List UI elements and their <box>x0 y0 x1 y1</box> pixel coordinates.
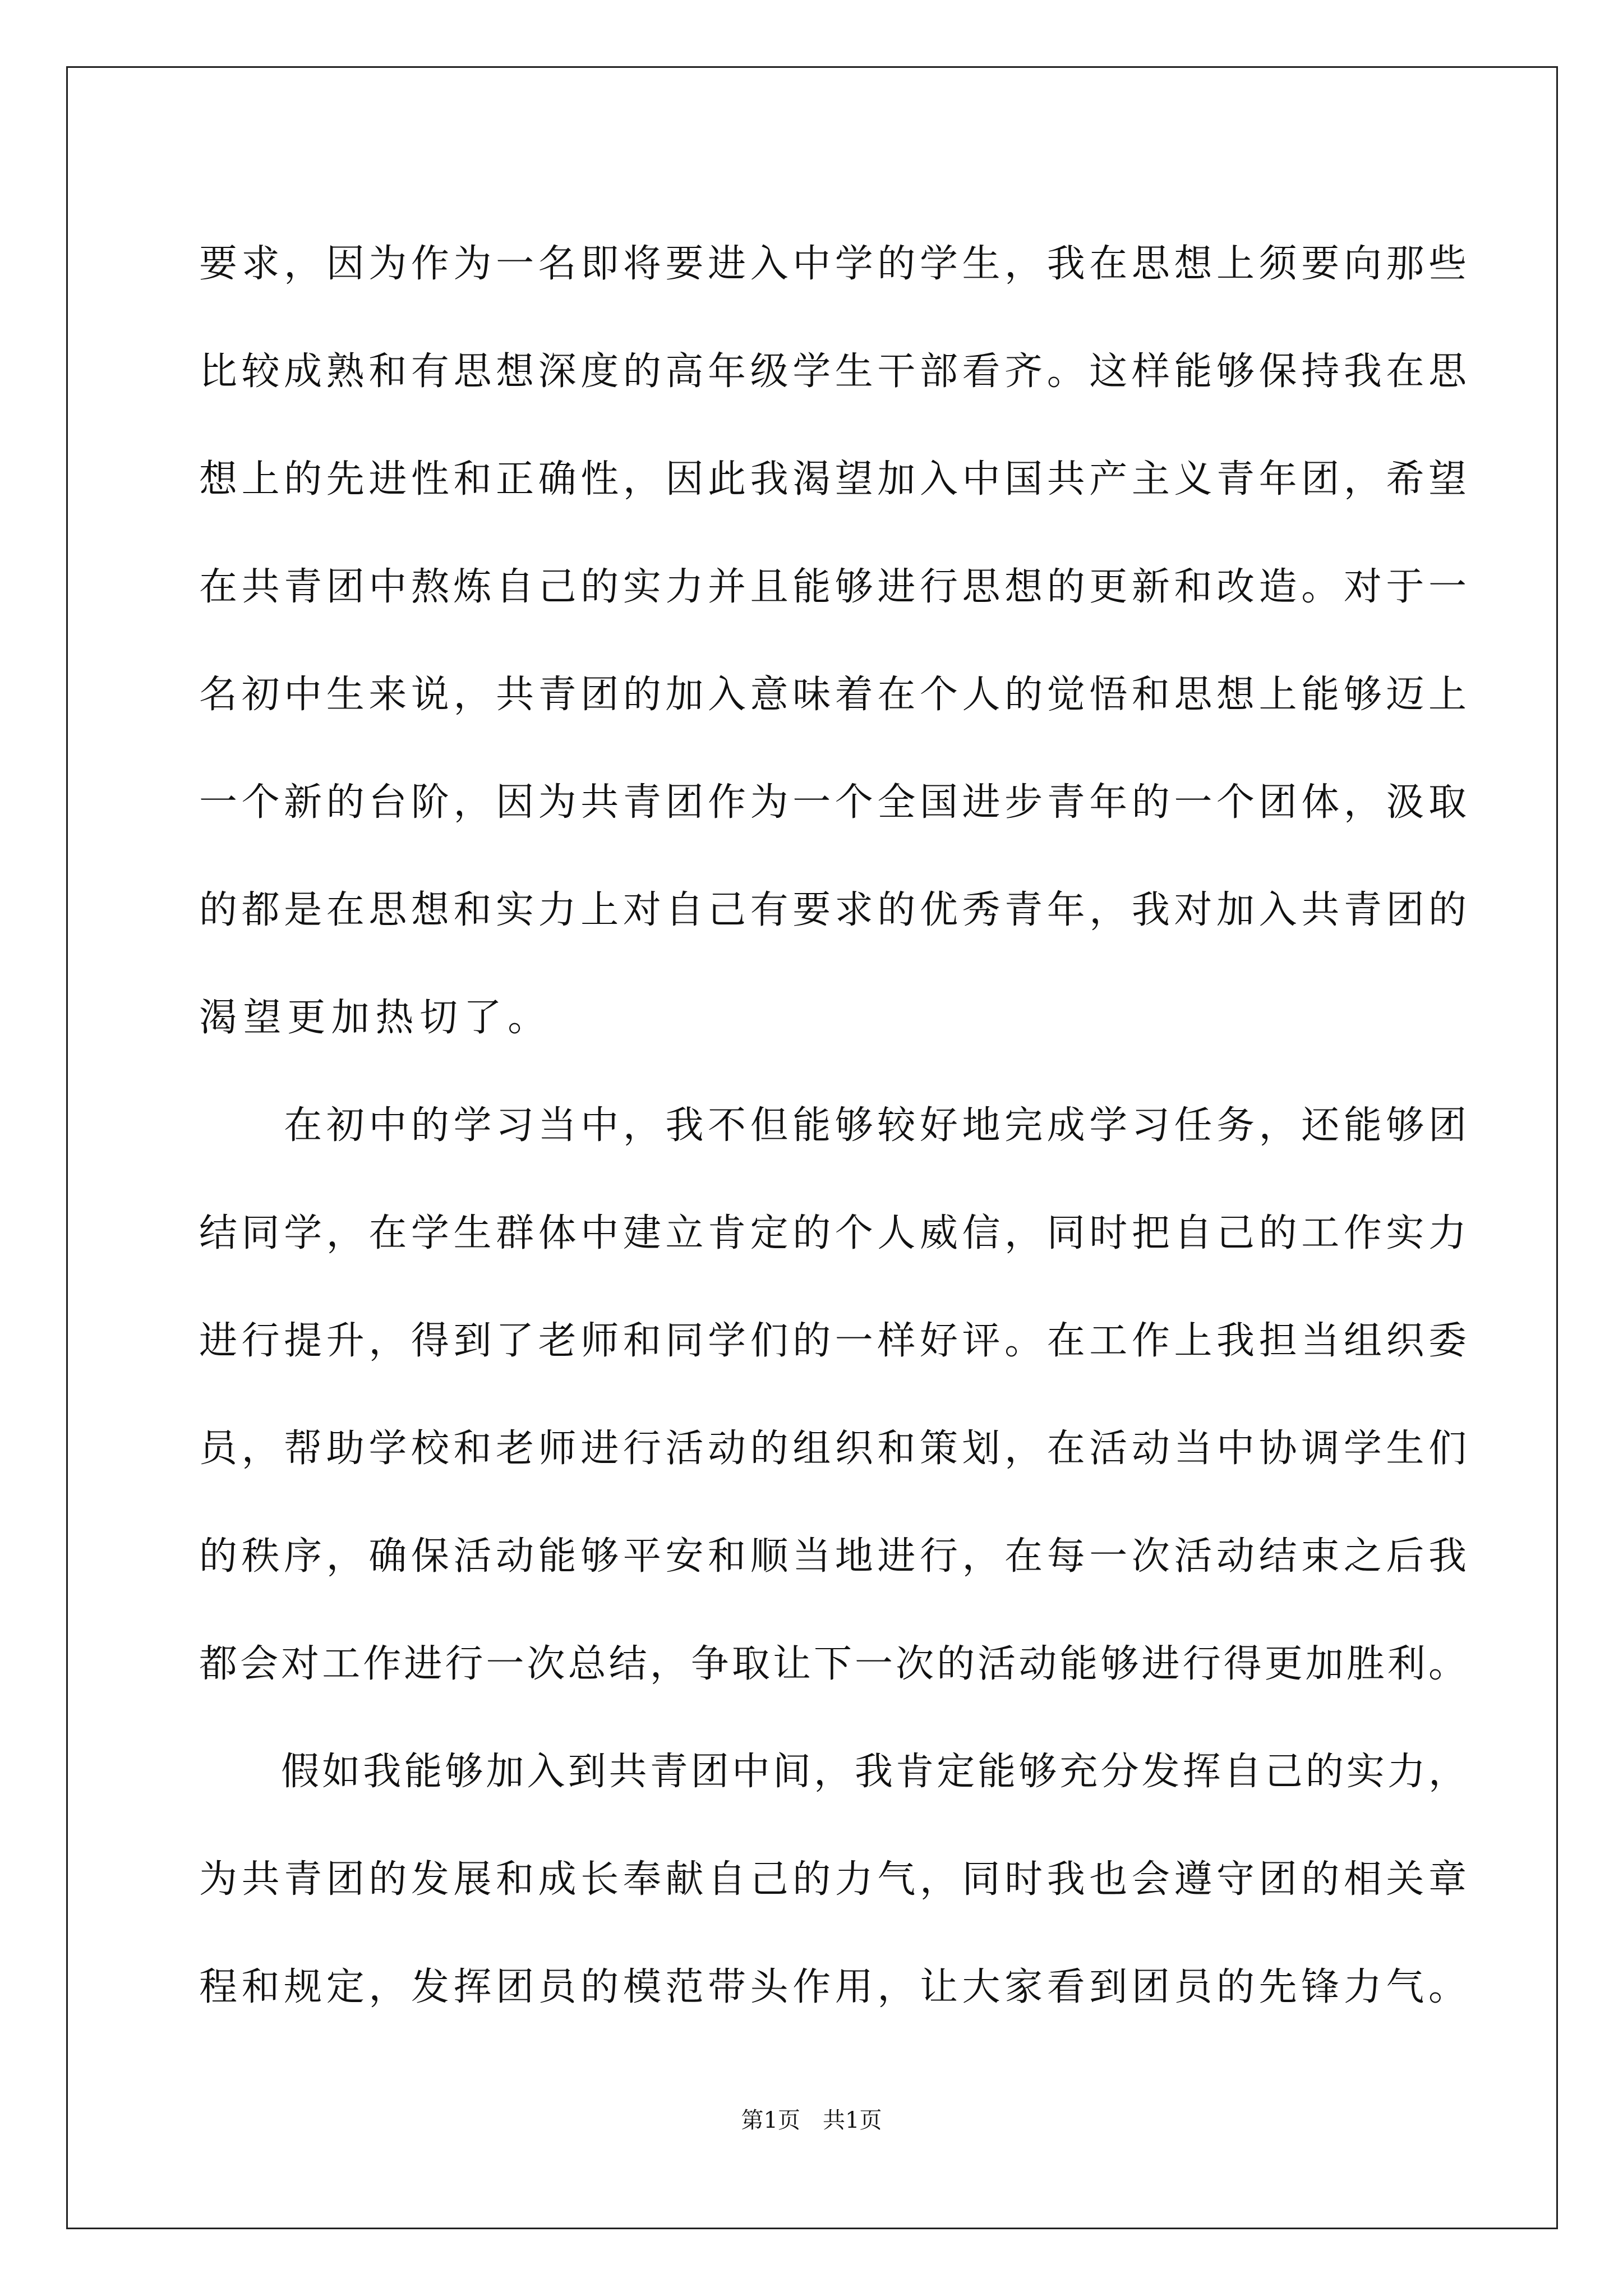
document-body <box>199 210 1467 2041</box>
text-line: 的都是在思想和实力上对自己有要求的优秀青年，我对加入共青团的 <box>199 888 1467 932</box>
text-line: 在初中的学习当中，我不但能够较好地完成学习任务，还能够团 <box>199 1103 1467 1148</box>
text-line: 都会对工作进行一次总结，争取让下一次的活动能够进行得更加胜利。 <box>199 1642 1467 1686</box>
text-line: 比较成熟和有思想深度的高年级学生干部看齐。这样能够保持我在思 <box>199 349 1467 394</box>
text-line: 结同学，在学生群体中建立肯定的个人威信，同时把自己的工作实力 <box>199 1211 1467 1255</box>
text-line: 为共青团的发展和成长奉献自己的力气，同时我也会遵守团的相关章 <box>199 1857 1467 1902</box>
text-line: 一个新的台阶，因为共青团作为一个全国进步青年的一个团体，汲取 <box>199 780 1467 825</box>
text-line: 员，帮助学校和老师进行活动的组织和策划，在活动当中协调学生们 <box>199 1427 1467 1471</box>
text-line: 要求，因为作为一名即将要进入中学的学生，我在思想上须要向那些 <box>199 242 1467 286</box>
page-number-footer: 第1页 共1页 <box>741 2108 882 2133</box>
text-line: 进行提升，得到了老师和同学们的一样好评。在工作上我担当组织委 <box>199 1319 1467 1363</box>
text-line: 程和规定，发挥团员的模范带头作用，让大家看到团员的先锋力气。 <box>199 1965 1467 2009</box>
text-line: 想上的先进性和正确性，因此我渴望加入中国共产主义青年团，希望 <box>199 457 1467 501</box>
text-line: 在共青团中熬炼自己的实力并且能够进行思想的更新和改造。对于一 <box>199 565 1467 609</box>
text-line: 假如我能够加入到共青团中间，我肯定能够充分发挥自己的实力， <box>199 1750 1467 1794</box>
text-line: 渴望更加热切了。 <box>199 996 552 1040</box>
text-line: 的秩序，确保活动能够平安和顺当地进行，在每一次活动结束之后我 <box>199 1534 1467 1579</box>
text-line: 名初中生来说，共青团的加入意味着在个人的觉悟和思想上能够迈上 <box>199 673 1467 717</box>
